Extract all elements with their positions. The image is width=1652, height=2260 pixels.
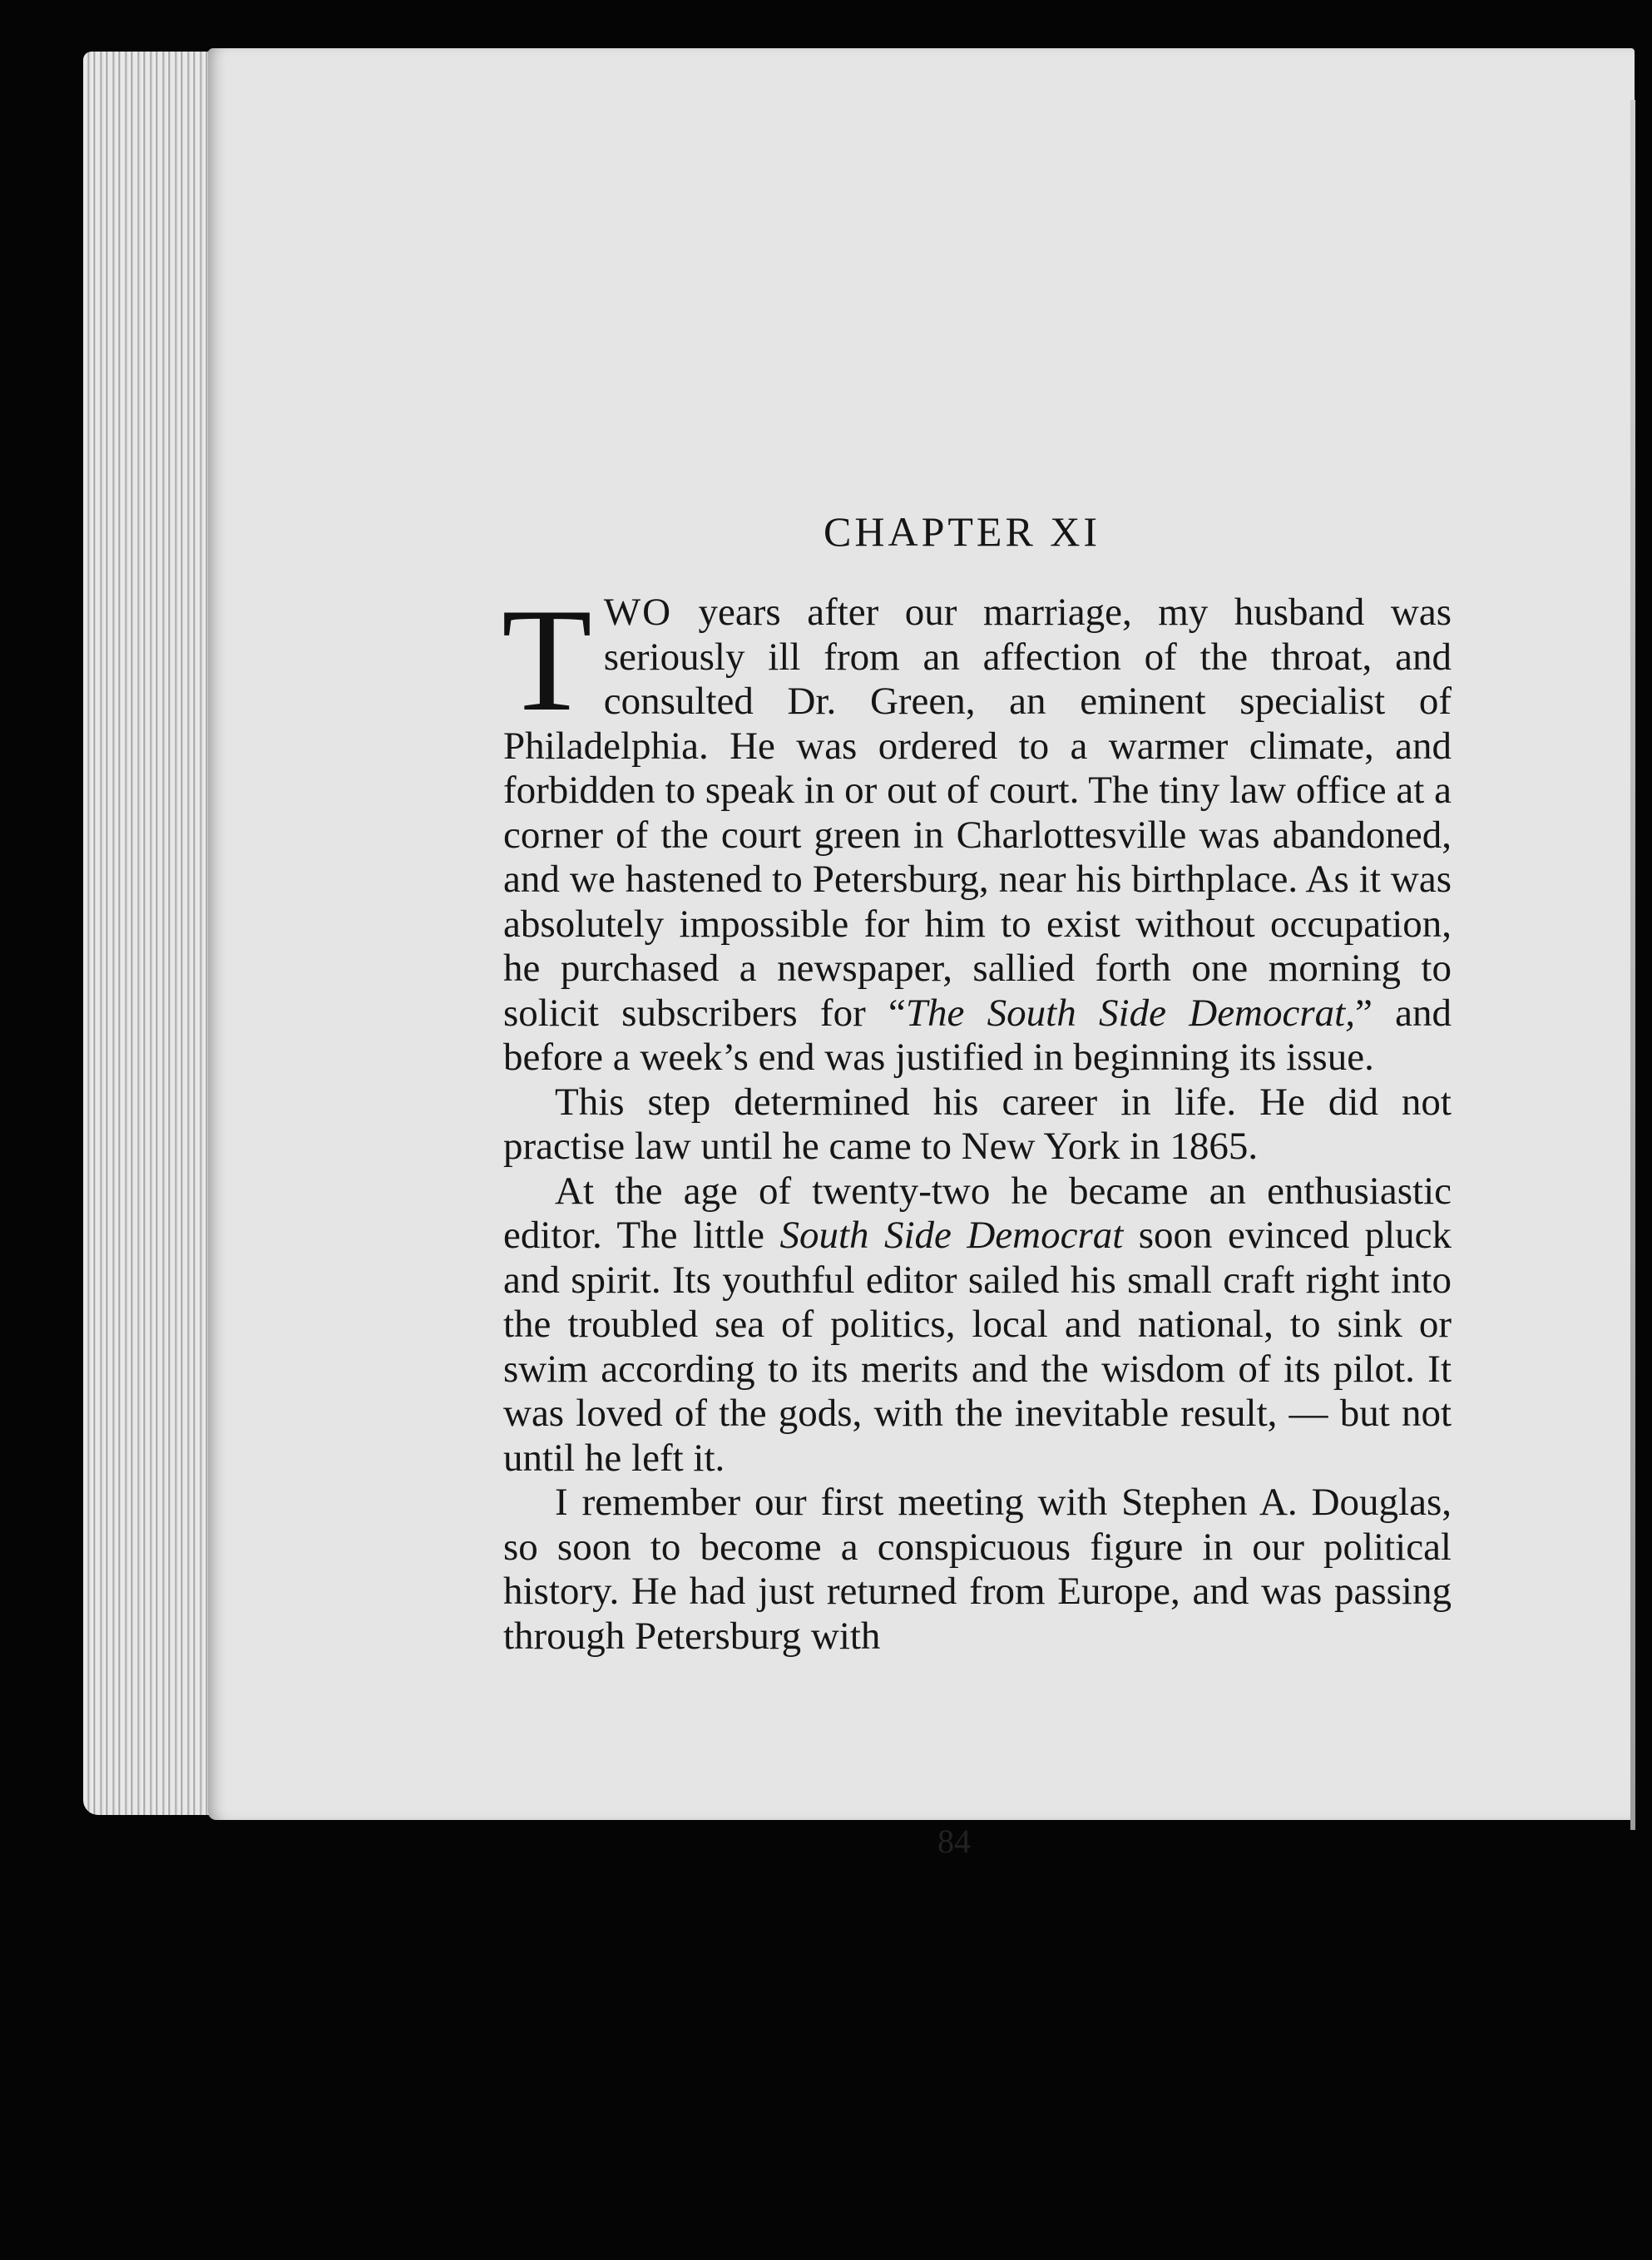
paragraph-3-text-b: soon evinced pluck and spirit. Its youthful editor sailed his small craft right into the troubled sea of politics, local and national, to sink or swim according to its merits and the wisdom of its pilot. It was loved of the gods, with the inevitable result, — but not until he left it. <box>503 1214 1452 1480</box>
paragraph-1 <box>502 577 1452 1081</box>
drop-cap: T <box>502 577 592 742</box>
page-edges <box>83 52 216 1815</box>
body-text <box>502 577 1452 1659</box>
paragraph-3-text-a: At the age of twenty-two he became an enthusiastic editor. The little <box>503 1169 1452 1257</box>
page-number: 84 <box>937 1822 971 1860</box>
newspaper-title-2: South Side Democrat <box>779 1214 1124 1257</box>
chapter-heading: CHAPTER XI <box>824 508 1101 555</box>
paragraph-1-text-a: years after our marriage, my husband was seriously ill from an affection of the throat, and consulted Dr. Green, an eminent specialist of Philadelphia. He was ordered to a warmer climate, and forbidden to speak in or out of court. The tiny law office at a corner of the court green in Charlottesville was abandoned, and we hastened to Petersburg, near his birthplace. As it was absolutely impossible for him to exist without occupation, he purchased a newspaper, sallied forth one morning to solicit subscribers for “ <box>503 591 1452 1035</box>
paragraph-4: I remember our first meeting with Stephen A. Douglas, so soon to become a conspicuous figure in our political history. He had just returned from Europe, and was passing through Petersburg with <box>503 1481 1452 1658</box>
right-page-edge <box>1630 100 1635 1830</box>
lead-word: WO <box>603 591 673 634</box>
paragraph-1-text-b: ” and before a week’s end was justified in beginning its issue. <box>503 991 1452 1079</box>
paragraph-3 <box>503 1170 1452 1481</box>
paragraph-2: This step determined his career in life. He did not practise law until he came to New York in 1865. <box>503 1080 1452 1168</box>
newspaper-title: The South Side Democrat, <box>905 991 1355 1035</box>
